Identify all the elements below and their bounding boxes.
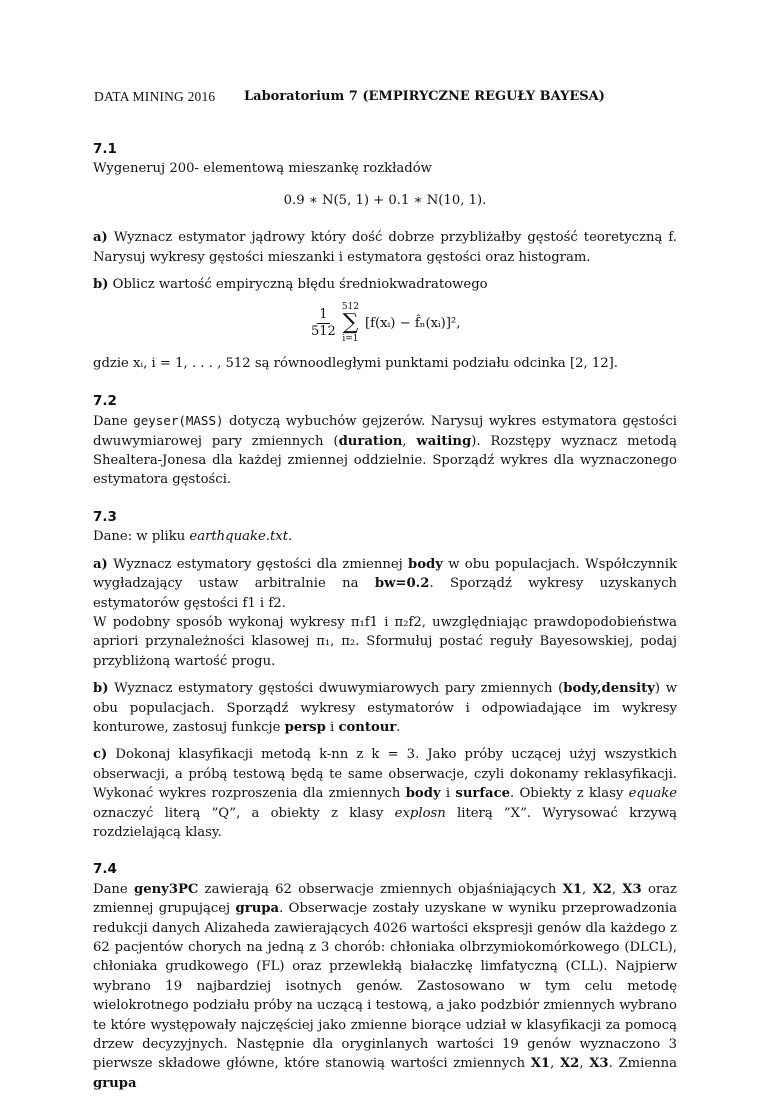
variable-name: grupa [235,901,280,917]
function-name: contour [338,719,397,735]
task-c: c) Dokonaj klasyfikacji metodą k-nn z k = 3. Jako próby uczącej użyj wszystkich obserwacji, a próbą testową będą te same obserwacje, czyli dokonamy reklasyfikacji. Wykonać wykres rozproszenia dla zmiennych body i surface. Obiekty z klasy equake oznaczyć literą ”Q”, a obiekty z klasy explosn literą ”X”. Wyrysować krzywą rozdzielającą klasy. [93,747,678,840]
task-label: a) [93,556,108,572]
variable-name: grupa [93,1075,137,1091]
section-7-2 [93,392,677,490]
section-number: 7.4 [93,861,117,878]
variable-name: body [408,556,443,572]
lab-title: Laboratorium 7 (EMPIRYCZNE REGUŁY BAYESA) [244,89,605,104]
data-file: earthquake.txt. [189,529,293,545]
variable-name: X2 [559,1056,580,1072]
sum-symbol: 512 ∑ i=1 [341,302,360,345]
section-number: 7.1 [93,141,117,157]
function-name: persp [284,719,326,735]
course-name: DATA MINING 2016 [94,89,216,104]
sum-lower-limit: i=1 [342,334,359,345]
variable-name: X2 [592,881,612,897]
dataset-name: geny3PC [133,881,199,897]
mixture-formula: 0.9 ∗ N(5, 1) + 0.1 ∗ N(10, 1). [283,192,487,208]
class-name: equake [628,786,678,802]
sum-upper-limit: 512 [341,302,360,313]
mse-fraction [311,307,336,340]
task-b [93,275,677,294]
task-label: a) [93,230,108,246]
variable-name: X3 [589,1056,609,1072]
bandwidth-setting: bw=0.2 [374,576,430,592]
task-label: b) [93,681,109,697]
variable-name: duration [338,433,403,449]
section-7-3 [93,508,677,843]
task-b: b) Wyznacz estymatory gęstości dwuwymiarowych pary zmiennych (body,density) w obu populacjach. Sporządź wykresy estymatorów i odpowiadające im wykresy konturowe, zastosuj funkcje persp i contour. [93,681,677,735]
variable-name: X1 [562,881,583,897]
document-body [93,140,677,1111]
variable-name: surface [455,786,511,802]
variable-name: X3 [622,881,642,897]
mse-body: [f(xᵢ) − f̂ₙ(xᵢ)]², [365,315,461,331]
section-text: Dane geny3PC zawierają 62 obserwacje zmiennych objaśniających X1, X2, X3 oraz zmiennej grupującej grupa. Obserwacje zostały uzyskane w wyniku przeprowadzonia redukcji danych Alizaheda zawierających 4026 wartości ekspresji genów dla każdego z 62 pacjentów chorych na jedną z 3 chorób: chłoniaka olbrzymiokomórkowego (DLCL), chłoniaka grudkowego (FL) oraz przewlekłą białaczkę limfatyczną (CLL). Najpierw wybrano 19 najbardziej isotnych genów. Zastosowano w tym celu metodę wielokrotnego podziału próby na uczącą i testową, a jako podzbiór zmiennych wybrano te które występowały najczęściej jako zmienne biorące udział w klasyfikacji za pomocą drzew decyzyjnych. Następnie dla oryginlanych wartości 19 genów wyznaczono 3 pierwsze składowe główne, które stanowią wartości zmiennych X1, X2, X3. Zmienna grupa [93,881,677,1091]
variable-pair: body,density [563,681,655,697]
task-text: Wyznacz estymator jądrowy który dość dobrze przybliżałby gęstość teoretyczną f. Narysuj wykresy gęstości mieszanki i estymatora gęstości oraz histogram. [93,230,677,265]
variable-name: body [405,786,441,802]
task-text: Oblicz wartość empiryczną błędu średniokwadratowego [112,277,488,293]
section-7-1 [93,140,677,374]
class-name: explosn [394,805,446,821]
section-intro: Wygeneruj 200- elementową mieszankę rozkładów [93,161,432,177]
task-a [93,228,677,267]
data-source: Dane: w pliku earthquake.txt. [93,529,293,545]
formula-explanation: gdzie xᵢ, i = 1, . . . , 512 są równoodległymi punktami podziału odcinka [2, 12]. [93,356,618,372]
task-label: b) [93,277,109,293]
section-text: Dane geyser(MASS) dotyczą wybuchów gejzerów. Narysuj wykres estymatora gęstości dwuwymiarowej pary zmiennych (duration, waiting). Rozstępy wyznacz metodą Shealtera-Jonesa dla każdej zmiennej oddzielnie. Sporządź wykres dla wyznaczonego estymatora gęstości. [93,413,677,488]
section-number: 7.3 [93,508,117,525]
fraction-denominator: 512 [311,323,336,339]
variable-name: waiting [416,433,472,449]
task-label: c) [93,747,108,763]
fraction-numerator: 1 [319,306,328,322]
dataset-code: geyser(MASS) [133,413,224,429]
mse-formula [93,302,677,344]
section-number: 7.2 [93,392,117,409]
section-7-4 [93,860,677,1093]
task-a: a) Wyznacz estymatory gęstości dla zmiennej body w obu populacjach. Współczynnik wygładzający ustaw arbitralnie na bw=0.2. Sporządź wykresy uzyskanych estymatorów gęstości f1 i f2. W podobny sposób wykonaj wykresy π₁f1 i π₂f2, uwzględniając prawdopodobieństwa apriori przynależności klasowej π₁, π₂. Sformułuj postać reguły Bayesowskiej, podaj przybliżoną wartość progu. [93,556,677,669]
variable-name: X1 [530,1056,551,1072]
